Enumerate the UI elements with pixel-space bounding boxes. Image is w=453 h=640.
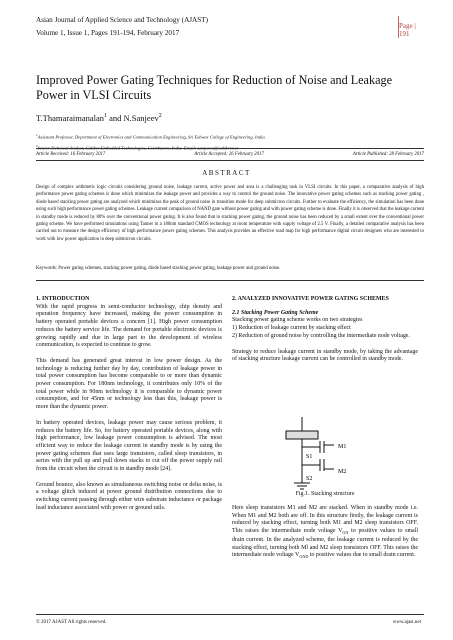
label-m1: M1 xyxy=(338,444,347,450)
date-published: Article Published: 28 February 2017 xyxy=(352,152,424,157)
author-2: N.Sanjeev xyxy=(123,113,159,123)
paragraph: This demand has generated great interest in low power design. As the technology is reducing further day by day, contribution of leakage power in total power consumption has become comparable to or more than dynamic power consumption. For 180nm technology, it contributes only 10% of the total power while in 90nm technology it is comparable to dynamic power consumption, and for 45nm or technology less than this, leakage power is more than the dynamic power. xyxy=(36,357,222,411)
divider xyxy=(36,614,424,615)
page-number: Page | 191 xyxy=(399,22,416,38)
paragraph: Ground bounce, also known as simultaneous switching noise or delta noise, is a voltage glitch induced at power ground distribution connections due to switching current passing through either wire substrate inductance or package lead inductance associated with power or ground rails. xyxy=(36,481,222,511)
section-heading: 2. ANALYZED INNOVATIVE POWER GATING SCHEMES xyxy=(232,296,389,302)
journal-name: Asian Journal of Applied Science and Technology (AJAST) xyxy=(36,16,209,24)
keywords: Keywords: Power gating schemes, stacking power gating, diode based stacking power gating, leakage power and ground noise. xyxy=(36,266,281,271)
page-number-box xyxy=(398,16,433,38)
list-item: 1) Reduction of leakage current by stacking effect xyxy=(232,325,351,332)
divider xyxy=(36,160,424,161)
paragraph: With the rapid progress in semi-conductor technology, chip density and operation frequency have increased, making the power consumption in battery operated portable devices a concern [1]. High power consumption reduces the battery service life. The demand for portable electronic devices is growing rapidly and due in large part to the development of wireless communication, is expected to continue to grow. xyxy=(36,303,222,349)
section-heading: 1. INTRODUCTION xyxy=(36,296,90,302)
subsection-heading: 2.1 Stacking Power Gating Scheme xyxy=(232,309,319,316)
stacking-structure-figure xyxy=(268,417,378,495)
journal-header xyxy=(36,14,208,39)
right-column-lower xyxy=(232,505,418,569)
paragraph: In battery operated devices, leakage power may cause serious problem, it reduces the battery life. So, for battery operated portable devices, along with high performance, low leakage power consumption is advised. The most efficient way to reduce the leakage current in standby mode is by using the power gating schemes that uses large transistors, called sleep transistors, in series with the pull up and pull down stacks to cut off the power supply rail from the circuit when the circuit is in standby mode [24]. xyxy=(36,419,222,473)
abstract-heading: ABSTRACT xyxy=(202,169,251,177)
date-received: Article Received: 16 February 2017 xyxy=(36,152,106,157)
footer-copyright: © 2017 AJAST All rights reserved. xyxy=(36,620,107,625)
affiliation-2: $^2$Senior Technical Analyst, Caliber Embedded Technologies, Coimbatore, India. Email: sanjeev.n@caliber.net xyxy=(36,143,238,151)
divider xyxy=(36,280,424,281)
abstract-text: Design of complex arithmetic logic circuits considering ground noise, leakage current, active power and area is a challenging task in VLSI circuits. In this paper, a comparative analysis of high performance power gating schemes is done which minimizes the leakage power and provides a way to control the ground noise. The innovative power gating schemes such as stacking power gating , diode based stacking power gating are analyzed which minimizes the peak of ground noise in transition mode for deep submicron circuits. Further to evaluate the efficiency, the simulation has been done using such high performance power gating schemes. Leakage current comparison of NAND gate without power gating and with power gating scheme is done. Finally it is observed that the leakage current in standby mode is reduced by 80% over the conventional power gating. It is also found that in stacking power gating, the ground noise has been reduced by a small extent over the conventional power gating scheme. We have performed simulations using Tanner in a 180nm standard CMOS technology at room temperature with supply voltage of 2.5 V. Finally, a detailed comparative analysis has been carried out to measure the design efficiency of high performance power gating schemes. This analysis provides an effective road map for high performance digital circuit designers who are interested to work with low power application in deep submicron circuits. xyxy=(36,185,424,242)
affiliation-1: $^1$Assistant Professor, Department of Electronics and Communication Engineering, Sri Eshwar College of Engineering, India. xyxy=(36,133,266,140)
left-column xyxy=(36,296,222,521)
journal-volume: Volume 1, Issue 1, Pages 191-194, February 2017 xyxy=(36,28,180,37)
date-accepted: Article Accepted: 26 February 2017 xyxy=(194,152,264,157)
paragraph: Strategy to reduce leakage current in standby mode, by taking the advantage of stacking structure leakage current can be controlled in standby mode. xyxy=(232,348,418,363)
paragraph: Here sleep transistors M1 and M2 are stacked. When in standby mode i.e. When M1 and M2 both are off. In this structure firstly, the leakage current is reduced by stacking effect, turning both M1 and M2 sleep transistors OFF. This raises the intermediate node voltage $V_{GN}$ to positive values to small drain current. In the analyzed scheme, the leakage current is reduced by the stacking effect, turning both Ml and M2 sleep transistors OFF. This raises the intermediate node voltage $V_{GND}$ to positive values due to small drain current. xyxy=(232,505,418,560)
divider xyxy=(36,148,424,149)
authors: T.Thamaraimanalan$^1$ and N.Sanjeev$^2$ xyxy=(36,113,162,123)
list-item: 2) Reduction of ground noise by controlling the intermediate node voltage. xyxy=(232,332,410,339)
article-dates xyxy=(36,152,424,157)
paragraph: Stacking power gating scheme works on two strategies xyxy=(232,317,363,324)
author-1: T.Thamaraimanalan xyxy=(36,113,105,123)
footer-url[interactable]: www.ajast.net xyxy=(392,620,421,625)
label-s1: S1 xyxy=(306,454,313,460)
label-m2: M2 xyxy=(338,469,347,475)
label-s2: S2 xyxy=(306,476,313,482)
right-column xyxy=(232,296,418,372)
figure-caption: Fig.1. Stacking structure xyxy=(295,491,355,497)
paper-title: Improved Power Gating Techniques for Reduction of Noise and Leakage Power in VLSI Circuits xyxy=(36,73,392,102)
